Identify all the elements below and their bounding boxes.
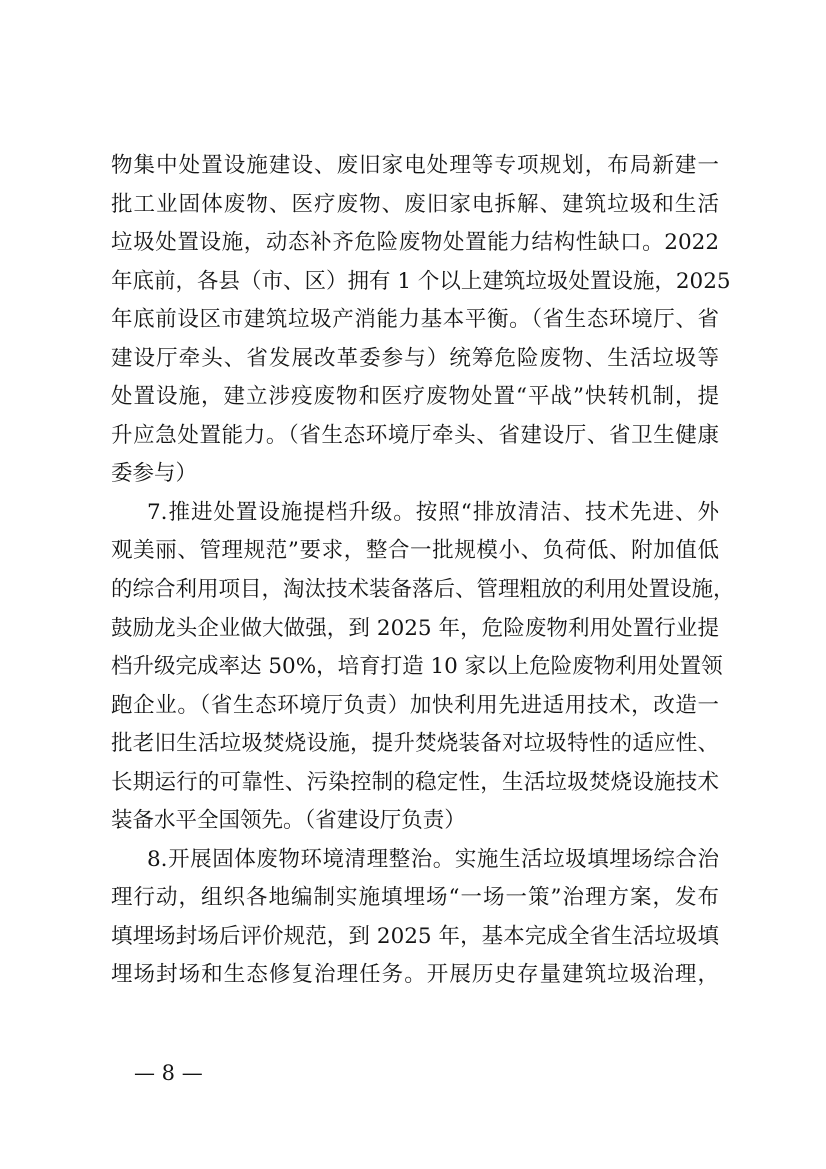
text-line: 年底前设区市建筑垃圾产消能力基本平衡。（省生态环境厅、省	[111, 307, 719, 333]
text-line: 长期运行的可靠性、污染控制的稳定性，生活垃圾焚烧设施技术	[111, 769, 719, 795]
text-line: 垃圾处置设施，动态补齐危险废物处置能力结构性缺口。2022	[111, 230, 719, 256]
text-line: 建设厅牵头、省发展改革委参与）统筹危险废物、生活垃圾等	[111, 345, 719, 371]
text-line: 理行动，组织各地编制实施填埋场“一场一策”治理方案，发布	[111, 885, 719, 911]
text-line: 批工业固体废物、医疗废物、废旧家电拆解、建筑垃圾和生活	[111, 191, 719, 217]
text-line: 跑企业。（省生态环境厅负责）加快利用先进适用技术，改造一	[111, 692, 719, 718]
section-heading-line: 8.开展固体废物环境清理整治。实施生活垃圾填埋场综合治	[147, 846, 719, 872]
text-line: 埋场封场和生态修复治理任务。开展历史存量建筑垃圾治理，	[111, 962, 719, 988]
text-line: 的综合利用项目，淘汰技术装备落后、管理粗放的利用处置设施，	[111, 577, 735, 603]
text-line: 委参与）	[111, 461, 198, 487]
page-number: — 8 —	[134, 1061, 203, 1085]
text-line: 观美丽、管理规范”要求，整合一批规模小、负荷低、附加值低	[111, 538, 719, 564]
text-line: 批老旧生活垃圾焚烧设施，提升焚烧装备对垃圾特性的适应性、	[111, 731, 719, 757]
text-line: 鼓励龙头企业做大做强，到 2025 年，危险废物利用处置行业提	[111, 615, 719, 641]
text-line: 处置设施，建立涉疫废物和医疗废物处置“平战”快转机制，提	[111, 384, 719, 410]
text-line: 物集中处置设施建设、废旧家电处理等专项规划，布局新建一	[111, 153, 719, 178]
text-line: 年底前，各县（市、区）拥有 1 个以上建筑垃圾处置设施，2025	[111, 268, 731, 294]
text-line: 档升级完成率达 50%，培育打造 10 家以上危险废物利用处置领	[111, 654, 723, 680]
text-line: 升应急处置能力。（省生态环境厅牵头、省建设厅、省卫生健康	[111, 422, 719, 448]
text-line: 装备水平全国领先。（省建设厅负责）	[111, 808, 466, 834]
section-heading-line: 7.推进处置设施提档升级。按照“排放清洁、技术先进、外	[147, 499, 719, 525]
text-line: 填埋场封场后评价规范，到 2025 年，基本完成全省生活垃圾填	[111, 923, 719, 949]
body-text	[111, 147, 735, 995]
